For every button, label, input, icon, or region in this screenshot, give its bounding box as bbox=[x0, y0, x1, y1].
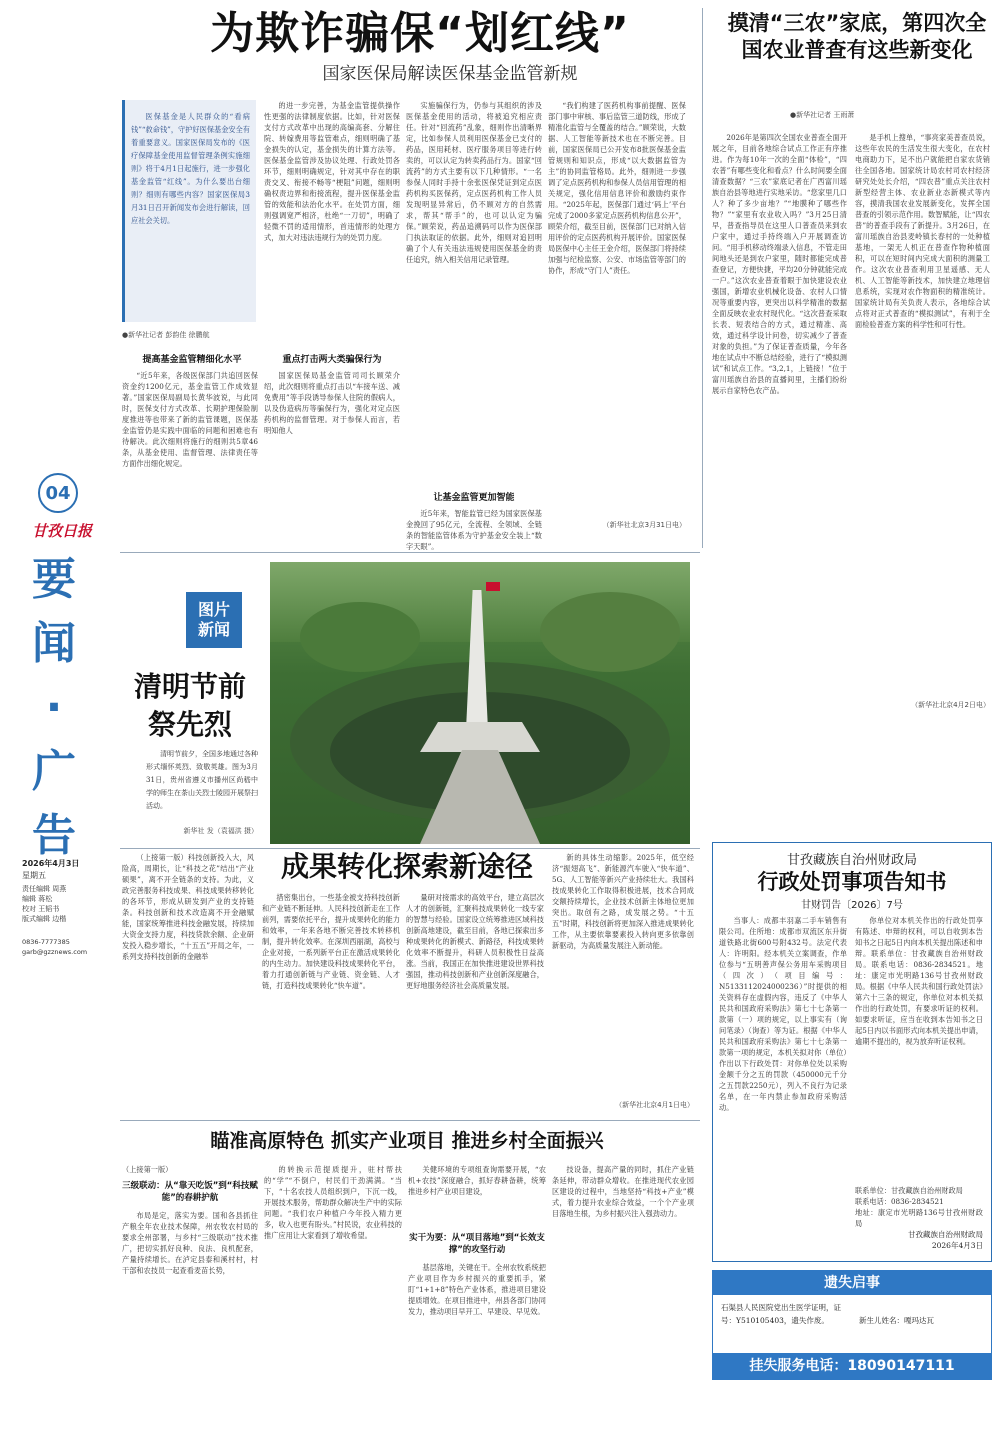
notice-sign-date: 2026年4月3日 bbox=[931, 1241, 983, 1250]
lost-notice-title: 遗失启事 bbox=[713, 1271, 991, 1295]
article1-col4-body: “我们构建了医药机构事前提醒、医保部门事中审核、事后监管三道防线，形成了精准化监管与全覆盖的结合。”顾荣说，大数据、人工智能等新技术也在不断完善。目前，国家医保局已公开发布8批医保基金监管规则和知识点，形成“以大数据监管为主”的协同监管格局。此外，细则进一步强调了定点医药机构和参保人员信用管理的相关规定，强化信用信息评价和激励约束作用。“2025年起，医保部门通过‘码上’平台完成了2000多家定点医药机构信息公开”，顾荣介绍，截至目前，医保部门已对纳入信用评价的定点医药机构开展评价。国家医保局医保中心主任王金介绍，医保部门将持续加强与纪检监察、公安、市场监管等部门的协作，形成“守门人”责任。 bbox=[548, 101, 686, 275]
article2-col2-body: 是手机上搜单，“事亮家美普查员说，这些年农民的生活发生很大变化，在农村电商助力下，足不出户就能把自家农货销往全国各地。国家统计局农村司农村经济研究处处长介绍，“四农普”重点关注农村新型经营主体、农业新业态新模式等内容，摸清我国农业发展新变化，发挥全国普查的引领示范作用。数智赋能，让“四农普”的普查手段有了新提升。3月26日，在富川瑶族自治县麦岭镇长春村的一处种植基地，一架无人机正在普查作物种植面积，可以在短时间内完成大面积的测量工作。这次农业普查利用卫星遥感、无人机、人工智能等新技术，加快建立地理信息系统，实现对农作物面积的精准统计。国家统计局有关负责人表示，各地综合试点将对正式普查的“模拟测试”，有利于全面检验普查方案的科学性和可行性。 bbox=[855, 133, 990, 329]
article1-col3-body: 实施骗保行为，仍参与其组织的涉及医保基金使用的活动，将被追究相应责任。针对“回流药”乱象，细则作出清晰界定，比如参保人员利用医保基金已支付的药品，医用耗材、医疗服务项目等进行转卖的，可以认定为转卖药品行为。国家“回流药”的方式主要有以下几种情形。“一名参保人同时手持十余张医保凭证到定点医药机构买医保药，定点医药机构工作人员发现明显异常后，仍不顾对方的自然需求，帮其“帮手”的，也可以认定为骗保。”顾荣说，药品追溯码可以作为医保部门执法取证的依据。此外，细则对追回明确了个人有关违法违规使用医保基金的责任追究，纳入相关信用记录管理。 bbox=[406, 101, 542, 264]
notice-box bbox=[712, 842, 992, 1262]
article2-title: 摸清“三农”家底，第四次全国农业普查有这些新变化 bbox=[727, 11, 987, 62]
memorial-photo bbox=[270, 562, 690, 844]
article2-col2-credit: （新华社北京4月2日电） bbox=[911, 701, 990, 709]
lost-notice-box bbox=[712, 1270, 992, 1380]
masthead-weekday: 星期五 bbox=[22, 871, 46, 880]
photo-news-credit: 新华社 发（袁福洪 摄） bbox=[183, 827, 258, 835]
notice-issuer: 甘孜藏族自治州财政局 bbox=[786, 853, 917, 868]
article1-section1-body: “近5年来，各级医保部门共追回医保资金约1200亿元，基金监管工作成效显著。”国家医保局副局长黄华波说，与此同时，医保支付方式改革、长期护理保险制度推进等也带来了新的监管课题，医保基金监管仍是实践中面临的问题和困难也有待解决。此次细则将施行的细则共5章46条，从基金使用、监督管理、法律责任等方面作出细化规定。 bbox=[122, 371, 258, 468]
photo-news-tag bbox=[186, 592, 242, 648]
notice-body: 当事人：成都丰羽嘉二手车销售有限公司。住所地：成都市双流区东升街道铁路北街600号附432号。法定代表人：许明阳。经本机关立案调查，作单位参与“五明善声保公务用车采购项目（四次）（项目编号：N5133112024000236）”时提供的相关资料存在虚假内容，违反了《中华人民共和国政府采购法》第七十七条第一款第（一）项的规定，以上事实有（询问笔录）（询查）等为证。根据《中华人民共和国政府采购法》第七十七条第一款第一项的规定，本机关拟对你（单位）作出以下行政处罚：对你单位处以采购金额千分之五的罚款（450000元千分之五罚款2250元），列入不良行为记录名单，在一年内禁止参加政府采购活动。 bbox=[719, 916, 847, 1112]
article2-credit: ●新华社记者 王雨萧 bbox=[790, 111, 855, 119]
article1-section3-title: 让基金监管更加智能 bbox=[433, 493, 515, 503]
article1-section2-title: 重点打击两大类骗保行为 bbox=[282, 355, 382, 365]
lost-notice-item1: 石渠县人民医院党出生医学证明，证号：Y510105403，遗失作废。 bbox=[721, 1303, 841, 1325]
article4-col1-lead: （上接第一版） bbox=[122, 1165, 173, 1174]
article1-title-block bbox=[120, 6, 720, 94]
paper-logo: 甘孜日报 bbox=[31, 522, 92, 540]
masthead-editors: 责任编辑 周燕 编辑 蒋松 校对 王韬书 版式编辑 边楷 bbox=[22, 885, 67, 923]
photo-news-tag-label: 图片新闻 bbox=[197, 600, 230, 639]
article4-col1-sub: 三级联动：从“靠天吃饭”到“科技赋能”的春耕护航 bbox=[122, 1181, 258, 1203]
notice-doc-no: 甘财罚告〔2026〕7号 bbox=[801, 900, 903, 911]
article2-col1-body: 2026年是第四次全国农业普查全面开展之年，目前各地综合试点工作正有序推进。作为每10年一次的全面“体检”，“四农普”有哪些变化和看点？什么时间要全面清查数据？“三农”家底记者在广西富川瑶族自治县等地进行实地采访。“您家里几口人？种了多少亩地？”“地膜种了哪些作物？”“家里有农业收入吗？”3月25日清早，普查指导员在这里人口普查员来到农户家中，通过手持终端入户开展调查访问。“用手机移动终端录入信息，不管走田间地头还是到农户家里，随时都能完成普查登记，方便快捷，平均20分钟就能完成一户。”这次农业普查着眼于加快建设农业强国，新增农业机械化设备、农村人口情况等重要内容，更突出以科学精准的数据全面反映农业农村现代化。“这次普查采取长表、短表结合的方式，通过精准、高效，通过科学设计问卷，切实减少了普查对象的负担。”为了保证普查质量，今年各地在试点中不断总结经验，进行了“模拟测试”和试点工作。“3,2,1，上链接！”位于富川瑶族自治县的直播间里，主播们纷纷展示自家特色农产品。 bbox=[712, 133, 847, 395]
notice-signer: 甘孜藏族自治州财政局 bbox=[908, 1230, 983, 1239]
notice-contact-unit: 联系单位：甘孜藏族自治州财政局 bbox=[855, 1186, 963, 1195]
notice-body2: 你单位对本机关作出的行政处罚享有陈述、申辩的权利，可以自收到本告知书之日起5日内向本机关提出陈述和申辩。联系单位：甘孜藏族自治州财政局。联系电话：0836-2834521。地址：康定市光明路136号甘孜州财政局。根据《中华人民共和国行政处罚法》第六十三条的规定，你单位对本机关拟作出的行政处罚，有要求听证的权利。如要求听证，应当在收到本告知书之日起5日内以书面形式向本机关提出申请，逾期不提出的，视为放弃听证权利。 bbox=[855, 916, 983, 1046]
article1-col2-body: 的进一步完善，为基金监管提供操作性更强的法律制度依据。比如，针对医保支付方式改革中出现的高编高套、分解住院、转嫁费用等监管难点，细则明确了基金损失的认定，基金损失的计算方法等。医保基金监管涉及协议处理、行政处罚各环节，细则明确规定，针对其中存在的职责交叉、衔接不畅等“梗阻”问题，细则明确权责边界和衔接流程，提升医保基金监管的效能和法治化水平。在处罚方面，细则强调宽严相济，杜绝“一刀切”，明确了轻微不罚的适用情形，首违情形的处理方式，加大对违法违规行为的处罚力度。 bbox=[264, 101, 400, 242]
article1-title: 为欺诈骗保“划红线” bbox=[210, 8, 630, 59]
article1-lead: 医保基金是人民群众的“看病钱”“救命钱”，守护好医保基金安全有着重要意义。国家医保局发布的《医疗保障基金使用监督管理条例实施细则》将于4月1日起施行，进一步强化基金监管“红线”。为什么要出台细则？细则有哪些内容？国家医保局3月31日召开新闻发布会进行解读，回应社会关切。 bbox=[131, 112, 250, 225]
lost-notice-item2: 新生儿姓名：嘎玛达瓦 bbox=[859, 1316, 934, 1325]
notice-address: 地址：康定市光明路136号甘孜州财政局 bbox=[855, 1208, 983, 1228]
page-number: 04 bbox=[45, 482, 71, 504]
masthead-phone: 0836-7777385 bbox=[22, 938, 70, 946]
article3-col2-body: 措密集出台，一些基金被支持科技创新和产业链不断延伸。人民科技创新走在工作前列，需要依托平台，提升成果转化的能力和效率，一年来各地不断完善技术转移机制，提升转化效率。在深圳西丽湖，高校与企业对接，一系列新平台正在激活成果转化的内生动力。加快建设科技成果转化平台，着力打通创新链与产业链、资金链、人才链，打造科技成果转化“快车道”。 bbox=[262, 893, 400, 990]
masthead-date: 2026年4月3日 bbox=[22, 859, 80, 868]
article1-col4-credit: （新华社北京3月31日电） bbox=[602, 521, 686, 529]
article3-col3-body: 量研对接需求的高效平台，建立高层次人才的创新链，汇聚科技成果转化一线专家的智慧与经验。国家设立统筹推进区域科技创新高地建设，截至目前，各地已探索出多种成果转化的新模式、新路径，科技成果转化效率不断提升，科研人员积极性日益高涨。当前，我国正在加快推进建设世界科技强国，推动科技创新和产业创新深度融合，更好地服务经济社会高质量发展。 bbox=[406, 893, 544, 990]
article4-col4-body: 技设备，提高产量的同时，抓住产业链条延伸，带动群众增收。在推进现代农业园区建设的过程中，当地坚持“科技+产业”模式，着力提升农业综合效益，一个个产业项目落地生根，为乡村振兴注入强劲动力。 bbox=[552, 1165, 694, 1218]
article1-section1-title: 提高基金监管精细化水平 bbox=[142, 355, 242, 365]
article3-col4-body: 新的具体生动缩影。2025年，低空经济“振翅高飞”、新能源汽车驶入“快车道”、5G、人工智能等新兴产业持续壮大。我国科技成果转化工作取得积极进展，技术合同成交额持续增长，企业技术创新主体地位更加突出。取创有之路，成发展之势。“十五五”时期，科技创新将更加深入推进成果转化工作，从主要依靠要素投入转向更多依靠创新驱动，为高质量发展注入新动能。 bbox=[552, 853, 694, 950]
article4-title: 瞄准高原特色 抓实产业项目 推进乡村全面振兴 bbox=[210, 1130, 604, 1152]
page-number-badge bbox=[38, 473, 78, 513]
article4-col3-sub: 实干为要：从“项目落地”到“长效支撑”的攻坚行动 bbox=[409, 1233, 545, 1255]
article3-col1-body: （上接第一版）科技创新投入大，风险高，周期长，让“科技之花”结出“产业硕果”，离不开全链条的支持。为此，义政完善服务科技成果、科技成果转移转化的各环节，形成从研发到产业的支持链条。科技创新和技术改造离不开金融赋能，国家统筹推进科技金融发展，持续加大资金支持力度，科技贷款余额、企业研发投入稳步增长，“十五五”开局之年，一系列支持科技创新的金融举 bbox=[122, 853, 254, 961]
article1-lead-box bbox=[122, 100, 256, 322]
lost-notice-hotline: 挂失服务电话：18090147111 bbox=[713, 1353, 991, 1379]
photo-news-caption: 清明节前夕，全国多地通过各种形式缅怀英烈、致敬英雄。图为3月31日，贵州省遵义市播州区尚嵇中学的师生在茶山关烈士陵园开展祭扫活动。 bbox=[146, 750, 258, 810]
photo-news-title: 清明节前祭先烈 bbox=[133, 670, 246, 741]
article4-col3-body2: 基层落地，关键在干。全州农牧系统把产业项目作为乡村振兴的重要抓手，紧盯“1+1+8”特色产业体系，推进项目建设提质增效。在项目推进中，州县各部门协同发力，推动项目早开工、早建设、早见效。 bbox=[408, 1263, 546, 1316]
article4-col1-body: 布局是定，落实为要。国和各县抓住产粮全年农业技术保障，州农牧农村局的要求全州部署，与乡村“三级联动”技术推广，把切实抓好良种、良法、良机配套，产量持续增长。在泸定县泰和溪村村，村干部和农技员一起查看麦苗长势， bbox=[122, 1211, 258, 1275]
article3-col4-credit: （新华社北京4月1日电） bbox=[615, 1101, 694, 1109]
article3-title: 成果转化探索新途径 bbox=[280, 850, 533, 883]
article4-col3-body: 关健环境的专项组查询需要开展，“农机+农技”深度融合，抓好春耕备耕，统筹推进乡村产业项目建设， bbox=[408, 1165, 546, 1196]
notice-contact-phone: 联系电话：0836-2834521 bbox=[855, 1197, 944, 1206]
masthead-email: garb@gzznews.com bbox=[22, 948, 88, 956]
article1-credit: ●新华社记者 彭韵佳 徐鹏航 bbox=[122, 331, 210, 339]
article1-section2-body: 国家医保局基金监管司司长顾荣介绍，此次细则将重点打击以“车接车送、减免费用”等手段诱导参保人住院的假病人，以及伪造病历等骗保行为，强化对定点医药机构的监督管理。对于参保人而言，若明知他人 bbox=[264, 371, 400, 435]
article4-col2-body: 的转换示范提质提升，驻村帮扶的“学”“不倒户，村民们干劲满满。“当下，“十名农技人员组织到户，下沉一线，开展技术服务，帮助群众解决生产中的实际问题。“我们农户种植户今年投入精力更多，收入也更有盼头。”村民说，农业科技的推广应用让大家看到了增收希望。 bbox=[264, 1165, 402, 1240]
article1-section3-body: 近5年来，智能监管已经为国家医保基金挽回了95亿元，全流程、全领域、全链条的智能监管体系为守护基金安全装上“数字天眼”。 bbox=[406, 509, 542, 551]
article1-subtitle: 国家医保局解读医保基金监管新规 bbox=[322, 64, 578, 84]
notice-title: 行政处罚事项告知书 bbox=[757, 870, 947, 894]
section-name: 要闻·广告 bbox=[32, 554, 76, 861]
